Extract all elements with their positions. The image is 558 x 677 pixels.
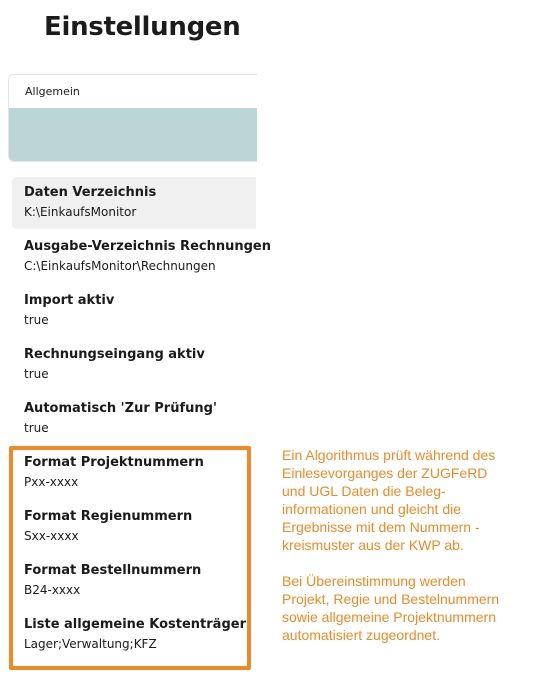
- setting-value: K:\EinkaufsMonitor: [24, 205, 137, 219]
- tab-label: Allgemein: [25, 85, 80, 98]
- annotation-line: Bei Übereinstimmung werden: [282, 573, 466, 589]
- setting-value: true: [24, 313, 49, 327]
- annotation-line: kreismuster aus der KWP ab.: [282, 537, 464, 553]
- annotation-line: Ein Algorithmus prüft während des: [282, 447, 496, 463]
- setting-value: true: [24, 421, 49, 435]
- setting-label: Automatisch 'Zur Prüfung': [24, 401, 217, 416]
- setting-rechnungseingang-aktiv[interactable]: [12, 339, 256, 391]
- annotation-line: Ergebnisse mit dem Nummern -: [282, 519, 480, 535]
- setting-label: Format Projektnummern: [24, 455, 204, 470]
- setting-import-aktiv[interactable]: [12, 285, 256, 337]
- setting-value: Pxx-xxxx: [24, 475, 79, 489]
- annotation-paragraph-1: [282, 446, 552, 554]
- setting-value: Lager;Verwaltung;KFZ: [24, 637, 157, 651]
- annotation-line: Einlesevorganges der ZUGFeRD: [282, 465, 488, 481]
- annotation-line: sowie allgemeine Projektnummern: [282, 609, 496, 625]
- highlight-box: [9, 446, 251, 670]
- annotation-paragraph-2: [282, 572, 552, 644]
- setting-daten-verzeichnis[interactable]: [12, 177, 256, 229]
- annotation-line: automatisiert zugeordnet.: [282, 627, 440, 643]
- setting-label: Liste allgemeine Kostenträger: [24, 617, 246, 632]
- setting-label: Ausgabe-Verzeichnis Rechnungen: [24, 239, 271, 254]
- tab-content-panel: [9, 108, 257, 161]
- annotation-line: informationen und gleicht die: [282, 501, 462, 517]
- annotation-line: Projekt, Regie und Bestelnummern: [282, 591, 500, 607]
- tab-allgemein[interactable]: [8, 74, 257, 162]
- setting-value: Sxx-xxxx: [24, 529, 79, 543]
- setting-ausgabe-verzeichnis[interactable]: [12, 231, 271, 283]
- setting-label: Rechnungseingang aktiv: [24, 347, 205, 362]
- page-title: Einstellungen: [44, 12, 241, 42]
- setting-label: Import aktiv: [24, 293, 115, 308]
- setting-value: B24-xxxx: [24, 583, 81, 597]
- setting-automatisch-zur-pruefung[interactable]: [12, 393, 256, 445]
- setting-value: C:\EinkaufsMonitor\Rechnungen: [24, 259, 216, 273]
- annotation-note: [282, 446, 552, 644]
- setting-value: true: [24, 367, 49, 381]
- annotation-line: und UGL Daten die Beleg-: [282, 483, 446, 499]
- setting-label: Format Regienummern: [24, 509, 193, 524]
- setting-label: Format Bestellnummern: [24, 563, 202, 578]
- setting-label: Daten Verzeichnis: [24, 185, 157, 200]
